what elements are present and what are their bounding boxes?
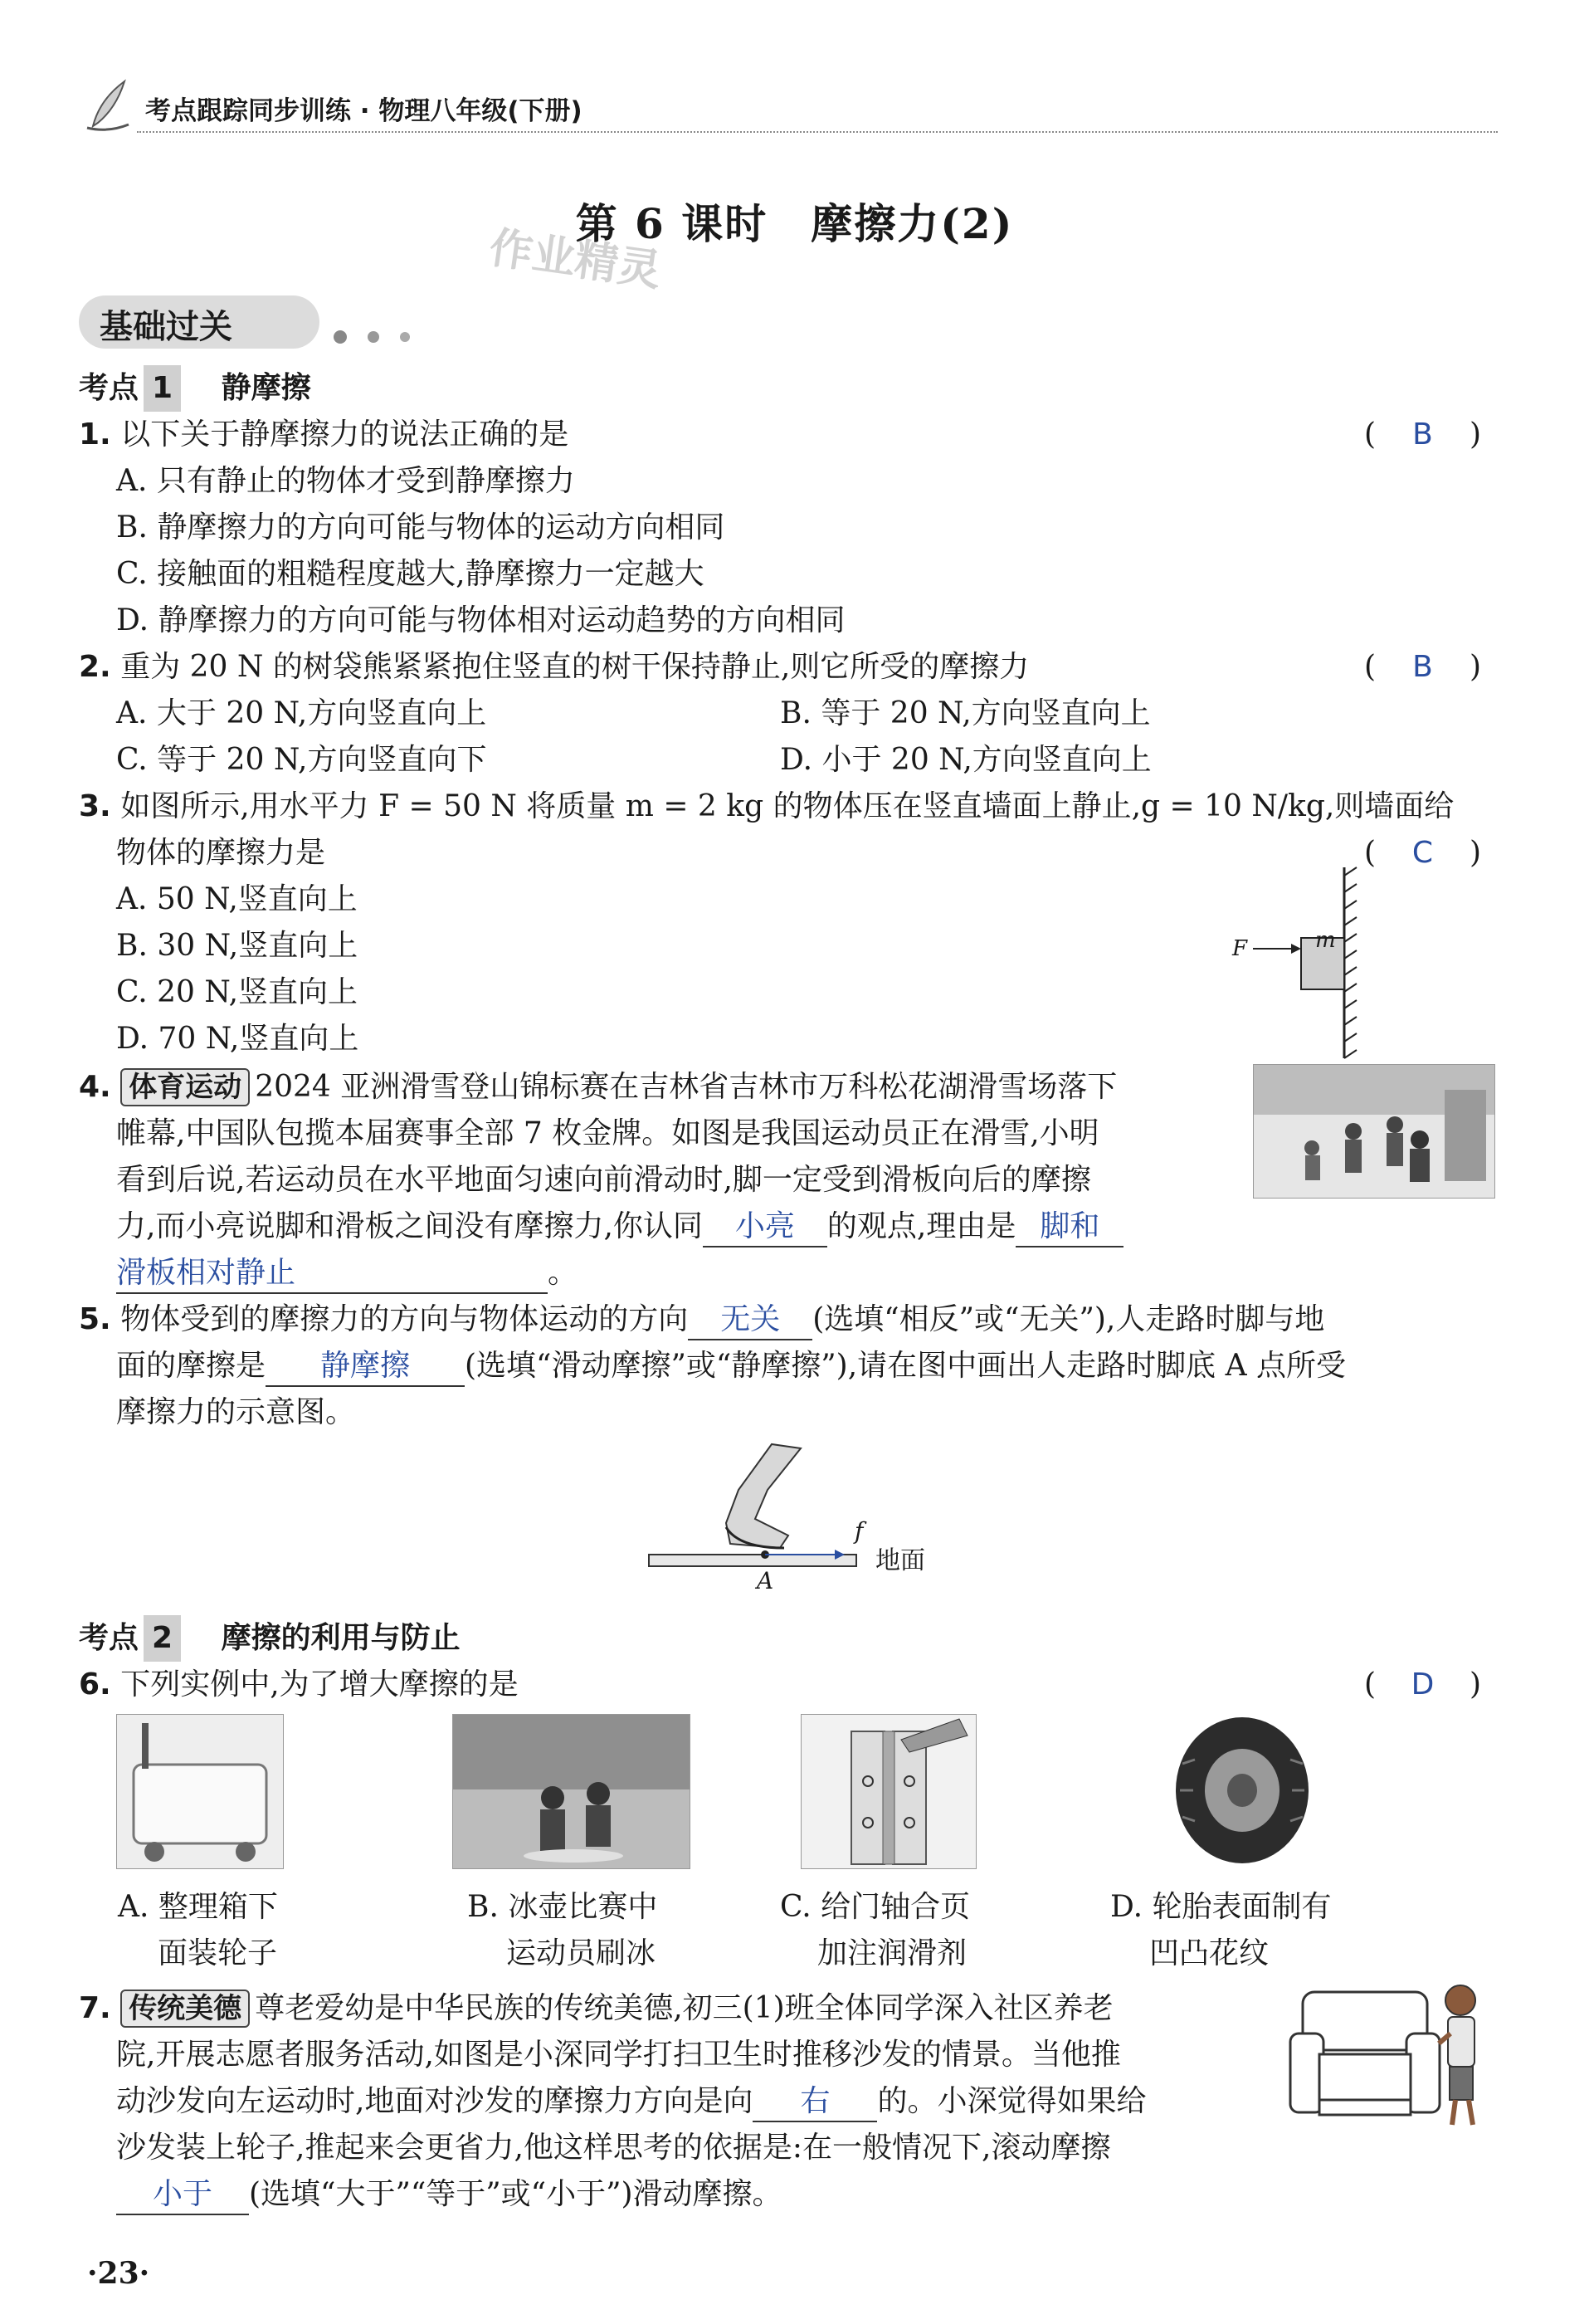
q6-option-a-line-1: A. 整理箱下 [118, 1890, 278, 1924]
q4-answer-1: 小亮 [703, 1208, 827, 1247]
q3-answer: ( C ) [1364, 836, 1481, 870]
q1-option-d: D. 静摩擦力的方向可能与物体相对运动趋势的方向相同 [116, 603, 846, 637]
q1-option-b: B. 静摩擦力的方向可能与物体的运动方向相同 [116, 510, 725, 544]
q5-answer-1: 无关 [688, 1301, 812, 1340]
q3-option-c: C. 20 N,竖直向上 [116, 975, 358, 1009]
q6-option-c-line-2: 加注润滑剂 [817, 1936, 968, 1970]
kaodian-2: 考点 2 摩擦的利用与防止 [79, 1615, 1510, 1662]
q6-option-b-line-2: 运动员刷冰 [506, 1936, 656, 1970]
q6-image-b-curling [452, 1714, 690, 1869]
q2-option-b: B. 等于 20 N,方向竖直向上 [780, 696, 1151, 730]
q4-answer-2a: 脚和 [1016, 1208, 1124, 1247]
q4-line-1: 4. 体育运动 2024 亚洲滑雪登山锦标赛在吉林省吉林市万科松花湖滑雪场落下 [79, 1064, 1240, 1111]
q2-option-a: A. 大于 20 N,方向竖直向上 [116, 696, 487, 730]
q4-answer-2b: 滑板相对静止 [116, 1254, 548, 1294]
q3-stem-2: 物体的摩擦力是 [116, 836, 326, 870]
q4-tag: 体育运动 [120, 1068, 250, 1106]
section-dots [332, 319, 423, 353]
q3-option-b: B. 30 N,竖直向上 [116, 929, 358, 963]
q6-answer: ( D ) [1364, 1667, 1481, 1702]
q7-line-1: 7. 传统美德 尊老爱幼是中华民族的传统美德,初三(1)班全体同学深入社区养老 [79, 1985, 1240, 2032]
q1-option-c: C. 接触面的粗糙程度越大,静摩擦力一定越大 [116, 557, 704, 591]
header-rule [137, 131, 1498, 133]
q6-option-d-line-2: 凹凸花纹 [1149, 1936, 1270, 1970]
q2-option-d: D. 小于 20 N,方向竖直向上 [780, 743, 1152, 777]
q4-line-4: 力,而小亮说脚和滑板之间没有摩擦力,你认同 小亮 的观点,理由是 脚和 [116, 1204, 1510, 1250]
q4-line-2: 帷幕,中国队包揽本届赛事全部 7 枚金牌。如图是我国运动员正在滑雪,小明 [116, 1116, 1099, 1150]
page-title: 第 6 课时 摩擦力(2) [575, 199, 1014, 248]
q7-line-3: 动沙发向左运动时,地面对沙发的摩擦力方向是向 右 的。小深觉得如果给 [116, 2078, 1510, 2125]
q1-stem: 1. 以下关于静摩擦力的说法正确的是 [79, 417, 569, 452]
watermark: 作业精灵 [486, 222, 665, 297]
q1-answer: ( B ) [1364, 417, 1481, 452]
q4-line-3: 看到后说,若运动员在水平地面匀速向前滑动时,脚一定受到滑板向后的摩擦 [116, 1163, 1091, 1197]
q6-image-d-tire [1170, 1714, 1315, 1868]
q3-fig-label-m: m [1315, 928, 1336, 953]
q4-skiing-photo [1253, 1064, 1495, 1199]
q7-line-5: 小于 (选填“大于”“等于”或“小于”)滑动摩擦。 [116, 2171, 1510, 2218]
q5-fig-label-a: A [757, 1567, 774, 1594]
q7-line-2: 院,开展志愿者服务活动,如图是小深同学打扫卫生时推移沙发的情景。当他推 [116, 2038, 1121, 2072]
q7-tag: 传统美德 [120, 1990, 250, 2028]
q7-line-4: 沙发装上轮子,推起来会更省力,他这样思考的依据是:在一般情况下,滚动摩擦 [116, 2131, 1111, 2165]
q2-stem: 2. 重为 20 N 的树袋熊紧紧抱住竖直的树干保持静止,则它所受的摩擦力 [79, 650, 1030, 684]
q5-fig-label-ground: 地面 [875, 1546, 925, 1575]
q3-option-d: D. 70 N,竖直向上 [116, 1022, 359, 1056]
q7-sofa-figure [1286, 1975, 1485, 2133]
header-text: 考点跟踪同步训练 · 物理八年级(下册) [145, 96, 582, 126]
q6-image-c-hinge [801, 1714, 977, 1869]
section-title: 基础过关 [100, 308, 232, 346]
q3-fig-label-f: F [1232, 936, 1248, 961]
q6-image-a-storage-box [116, 1714, 284, 1869]
q3-stem: 3. 如图所示,用水平力 F = 50 N 将质量 m = 2 kg 的物体压在竖直墙面上静止,g = 10 N/kg,则墙面给 [79, 789, 1455, 823]
q7-answer-2: 小于 [116, 2175, 249, 2215]
q6-option-d-line-1: D. 轮胎表面制有 [1110, 1890, 1332, 1924]
q6-option-b-line-1: B. 冰壶比赛中 [467, 1890, 658, 1924]
page-number: ·23· [87, 2256, 150, 2291]
q2-answer: ( B ) [1364, 650, 1481, 684]
q5-line-1: 5. 物体受到的摩擦力的方向与物体运动的方向 无关 (选填“相反”或“无关”),人走路时脚与地 [79, 1296, 1510, 1343]
q5-fig-label-f: f [855, 1517, 864, 1545]
q6-option-c-line-1: C. 给门轴合页 [780, 1890, 971, 1924]
q5-answer-2: 静摩擦 [266, 1347, 465, 1387]
q6-stem: 6. 下列实例中,为了增大摩擦的是 [79, 1667, 519, 1702]
q4-line-5: 滑板相对静止 。 [116, 1250, 1510, 1296]
q3-figure [1220, 863, 1369, 1062]
q2-option-c: C. 等于 20 N,方向竖直向下 [116, 743, 487, 777]
header-quill-icon [83, 75, 133, 133]
q1-option-a: A. 只有静止的物体才受到静摩擦力 [116, 464, 575, 498]
kaodian-1: 考点 1 静摩擦 [79, 365, 1510, 412]
q3-option-a: A. 50 N,竖直向上 [116, 882, 358, 916]
q5-line-2: 面的摩擦是 静摩擦 (选填“滑动摩擦”或“静摩擦”),请在图中画出人走路时脚底 A 点所受 [116, 1343, 1510, 1389]
q6-option-a-line-2: 面装轮子 [158, 1936, 278, 1970]
q7-answer-1: 右 [753, 2082, 877, 2122]
q5-line-3: 摩擦力的示意图。 [116, 1395, 356, 1429]
